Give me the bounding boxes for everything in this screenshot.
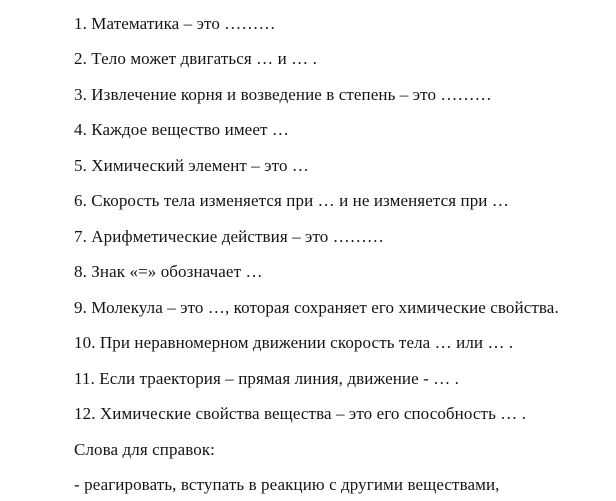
question-12: 12. Химические свойства вещества – это его способность … . bbox=[74, 404, 527, 423]
question-4: 4. Каждое вещество имеет … bbox=[74, 120, 289, 139]
question-5: 5. Химический элемент – это … bbox=[74, 156, 309, 175]
question-8: 8. Знак «=» обозначает … bbox=[74, 262, 263, 281]
question-11: 11. Если траектория – прямая линия, движение - … . bbox=[74, 369, 460, 388]
reference-heading: Слова для справок: bbox=[74, 440, 216, 459]
question-3: 3. Извлечение корня и возведение в степень – это ……… bbox=[74, 85, 492, 104]
question-10: 10. При неравномерном движении скорость тела … или … . bbox=[74, 333, 514, 352]
question-1: 1. Математика – это ……… bbox=[74, 14, 276, 33]
question-6: 6. Скорость тела изменяется при … и не изменяется при … bbox=[74, 191, 509, 210]
question-7: 7. Арифметические действия – это ……… bbox=[74, 227, 384, 246]
question-9: 9. Молекула – это …, которая сохраняет его химические свойства. bbox=[74, 298, 559, 317]
question-2: 2. Тело может двигаться … и … . bbox=[74, 49, 317, 68]
reference-item: - реагировать, вступать в реакцию с другими веществами, bbox=[74, 475, 500, 494]
